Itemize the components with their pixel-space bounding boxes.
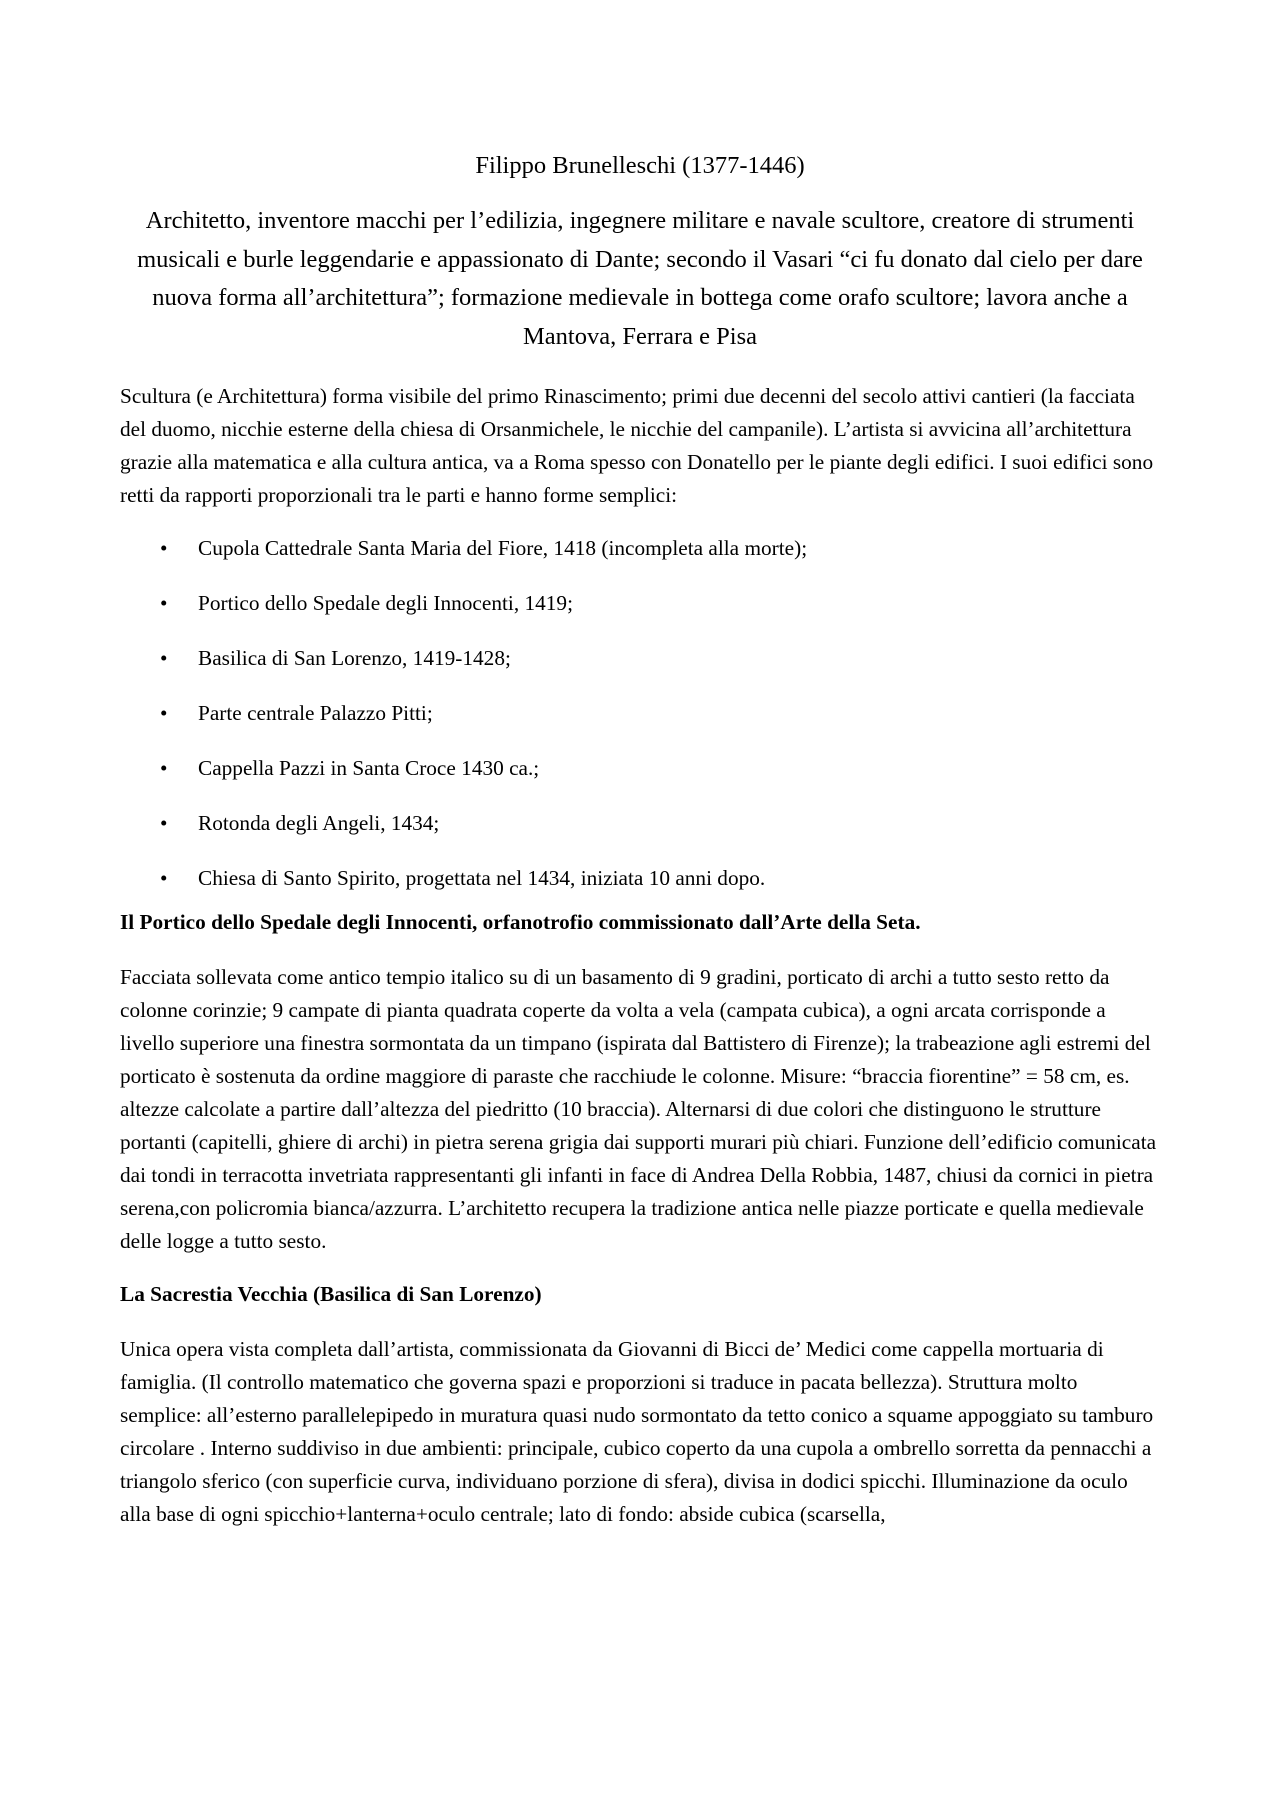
bullet-icon: • bbox=[160, 756, 168, 780]
bullet-icon: • bbox=[160, 646, 168, 670]
bullet-icon: • bbox=[160, 536, 168, 560]
list-item-text: Parte centrale Palazzo Pitti; bbox=[198, 701, 433, 725]
bullet-icon: • bbox=[160, 811, 168, 835]
bullet-icon: • bbox=[160, 866, 168, 890]
list-item-text: Chiesa di Santo Spirito, progettata nel 1434, iniziata 10 anni dopo. bbox=[198, 866, 766, 890]
list-item bbox=[120, 862, 1160, 895]
section-heading-sacrestia: La Sacrestia Vecchia (Basilica di San Lorenzo) bbox=[120, 1282, 542, 1306]
list-item bbox=[120, 697, 1160, 730]
intro-paragraph: Scultura (e Architettura) forma visibile del primo Rinascimento; primi due decenni del secolo attivi cantieri (la facciata del duomo, nicchie esterne della chiesa di Orsanmichele, le nicchie del campanile). L’artista si avvicina all’architettura grazie alla matematica e alla cultura antica, va a Roma spesso con Donatello per le piante degli edifici. I suoi edifici sono retti da rapporti proporzionali tra le parti e hanno forme semplici: bbox=[120, 384, 1154, 507]
bullet-icon: • bbox=[160, 701, 168, 725]
bullet-icon: • bbox=[160, 591, 168, 615]
list-item bbox=[120, 642, 1160, 675]
list-item bbox=[120, 807, 1160, 840]
list-item-text: Portico dello Spedale degli Innocenti, 1419; bbox=[198, 591, 573, 615]
section-text-portico: Facciata sollevata come antico tempio italico su di un basamento di 9 gradini, porticato di archi a tutto sesto retto da colonne corinzie; 9 campate di pianta quadrata coperte da volta a vela (campata cubica), a ogni arcata corrisponde a livello superiore una finestra sormontata da un timpano (ispirata dal Battistero di Firenze); la trabeazione agli estremi del porticato è sostenuta da ordine maggiore di paraste che racchiude le colonne. Misure: “braccia fiorentine” = 58 cm, es. altezze calcolate a partire dall’altezza del piedritto (10 braccia). Alternarsi di due colori che distinguono le strutture portanti (capitelli, ghiere di archi) in pietra serena grigia dai supporti murari più chiari. Funzione dell’edificio comunicata dai tondi in terracotta invetriata rappresentanti gli infanti in face di Andrea Della Robbia, 1487, chiusi da cornici in pietra serena,con policromia bianca/azzurra. L’architetto recupera la tradizione antica nelle piazze porticate e quella medievale delle logge a tutto sesto. bbox=[120, 965, 1157, 1253]
section-text-sacrestia: Unica opera vista completa dall’artista, commissionata da Giovanni di Bicci de’ Medici come cappella mortuaria di famiglia. (Il controllo matematico che governa spazi e proporzioni si traduce in pacata bellezza). Struttura molto semplice: all’esterno parallelepipedo in muratura quasi nudo sormontato da tetto conico a squame appoggiato su tamburo circolare . Interno suddiviso in due ambienti: principale, cubico coperto da una cupola a ombrello sorretta da pennacchi a triangolo sferico (con superficie curva, individuano porzione di sfera), divisa in dodici spicchi. Illuminazione da oculo alla base di ogni spicchio+lanterna+oculo centrale; lato di fondo: abside cubica (scarsella, bbox=[120, 1337, 1154, 1526]
document-title: Filippo Brunelleschi (1377-1446) bbox=[475, 152, 805, 179]
list-item bbox=[120, 587, 1160, 620]
list-item-text: Cupola Cattedrale Santa Maria del Fiore, 1418 (incompleta alla morte); bbox=[198, 536, 808, 560]
list-item bbox=[120, 532, 1160, 565]
list-item-text: Rotonda degli Angeli, 1434; bbox=[198, 811, 440, 835]
document-page bbox=[120, 150, 1160, 1531]
section-heading-portico: Il Portico dello Spedale degli Innocenti, orfanotrofio commissionato dall’Arte della Seta. bbox=[120, 910, 921, 934]
list-item-text: Basilica di San Lorenzo, 1419-1428; bbox=[198, 646, 511, 670]
document-subtitle: Architetto, inventore macchi per l’edilizia, ingegnere militare e navale scultore, creatore di strumenti musicali e burle leggendarie e appassionato di Dante; secondo il Vasari “ci fu donato dal cielo per dare nuova forma all’architettura”; formazione medievale in bottega come orafo scultore; lavora anche a Mantova, Ferrara e Pisa bbox=[137, 207, 1143, 350]
list-item bbox=[120, 752, 1160, 785]
list-item-text: Cappella Pazzi in Santa Croce 1430 ca.; bbox=[198, 756, 540, 780]
works-list bbox=[120, 532, 1160, 895]
